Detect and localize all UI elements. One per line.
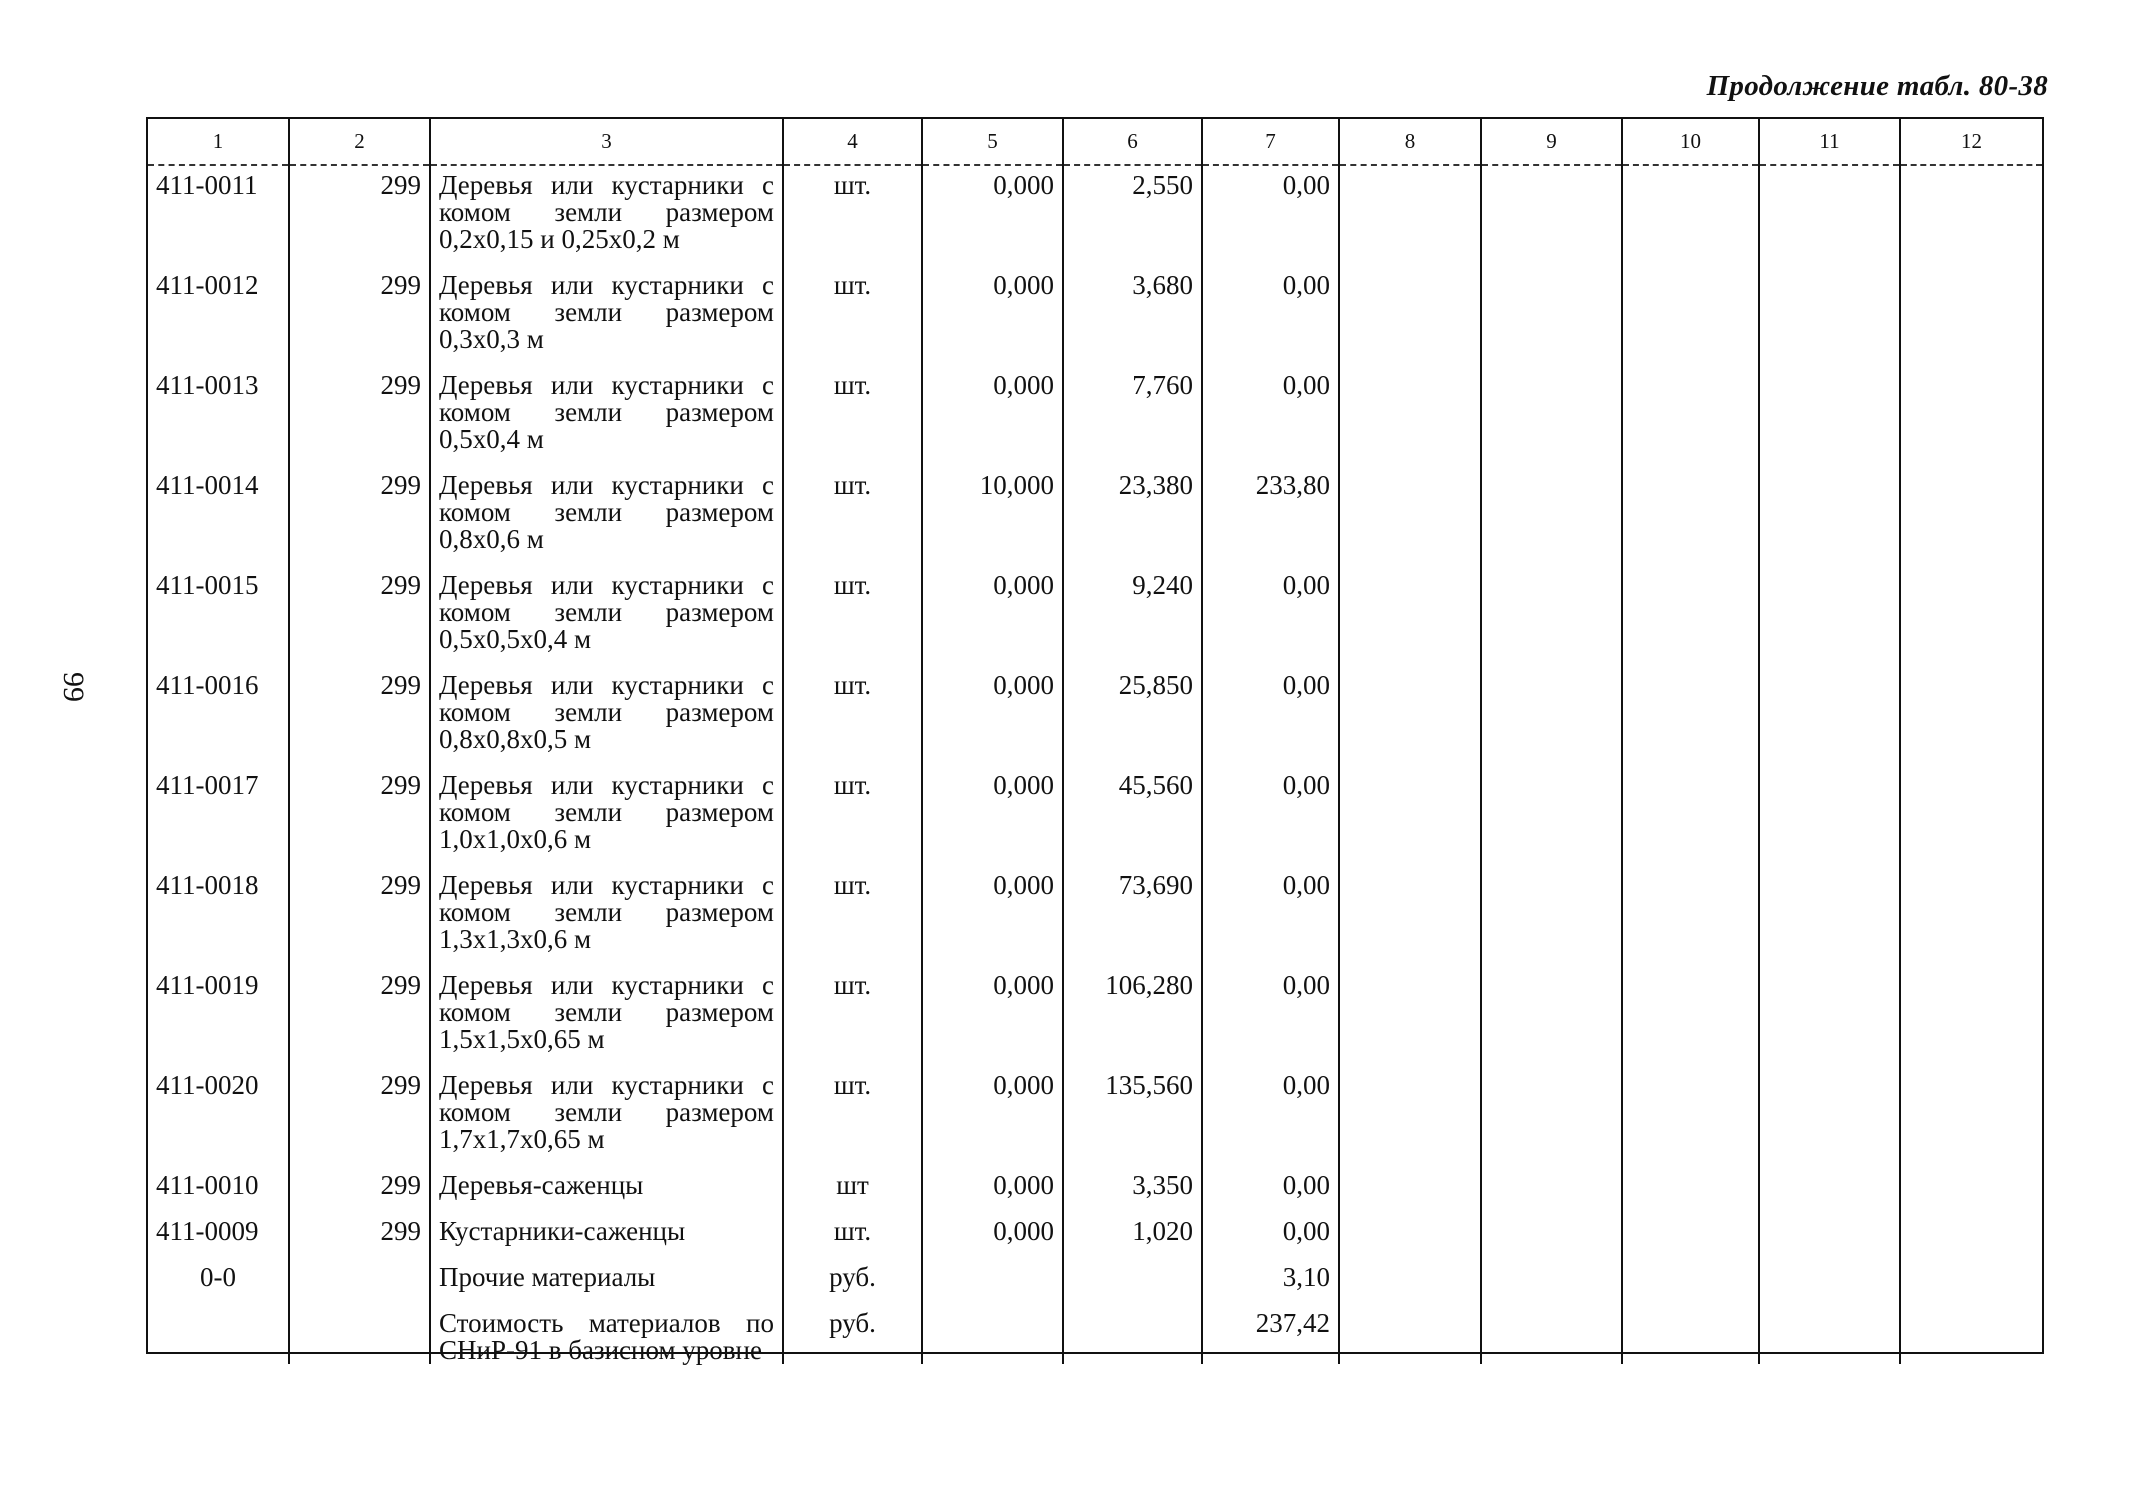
column-header: 11 xyxy=(1759,119,1900,165)
empty-cell xyxy=(1622,1258,1759,1304)
table-row xyxy=(148,1166,2042,1212)
empty-cell xyxy=(1481,466,1622,566)
table-row xyxy=(148,466,2042,566)
unit-cell: шт. xyxy=(783,666,922,766)
price-cell: 1,020 xyxy=(1063,1212,1202,1258)
empty-cell xyxy=(1759,1166,1900,1212)
empty-cell xyxy=(1339,366,1481,466)
empty-cell xyxy=(1622,1166,1759,1212)
column-header: 2 xyxy=(289,119,430,165)
cost-cell: 3,10 xyxy=(1202,1258,1339,1304)
unit-cell: шт. xyxy=(783,366,922,466)
empty-cell xyxy=(1481,1066,1622,1166)
cost-cell: 0,00 xyxy=(1202,766,1339,866)
description-cell: Деревья или кустарники с комом земли размером 0,8x0,8x0,5 м xyxy=(430,666,783,766)
table-row xyxy=(148,666,2042,766)
empty-cell xyxy=(1481,1258,1622,1304)
empty-cell xyxy=(1900,266,2042,366)
empty-cell xyxy=(1900,165,2042,266)
column-header: 7 xyxy=(1202,119,1339,165)
cost-cell: 0,00 xyxy=(1202,366,1339,466)
cost-cell: 0,00 xyxy=(1202,566,1339,666)
unit-cell: руб. xyxy=(783,1258,922,1304)
resource-code-cell: 411-0012 xyxy=(148,266,289,366)
table-row xyxy=(148,1304,2042,1364)
unit-cell: шт. xyxy=(783,1066,922,1166)
empty-cell xyxy=(1759,165,1900,266)
quantity-cell: 0,000 xyxy=(922,766,1063,866)
empty-cell xyxy=(1481,1166,1622,1212)
column-header: 4 xyxy=(783,119,922,165)
resource-code-cell: 411-0015 xyxy=(148,566,289,666)
empty-cell xyxy=(1900,1066,2042,1166)
materials-table xyxy=(146,117,2044,1365)
resource-code-cell: 411-0014 xyxy=(148,466,289,566)
empty-cell xyxy=(1622,1304,1759,1364)
empty-cell xyxy=(1481,165,1622,266)
description-cell: Деревья или кустарники с комом земли размером 0,8x0,6 м xyxy=(430,466,783,566)
quantity-cell: 0,000 xyxy=(922,566,1063,666)
resource-code-cell xyxy=(148,1304,289,1364)
quantity-cell xyxy=(922,1304,1063,1364)
resource-code-cell: 411-0016 xyxy=(148,666,289,766)
empty-cell xyxy=(1759,966,1900,1066)
empty-cell xyxy=(1622,566,1759,666)
empty-cell xyxy=(1900,866,2042,966)
description-cell: Деревья или кустарники с комом земли размером 0,2x0,15 и 0,25x0,2 м xyxy=(430,165,783,266)
empty-cell xyxy=(1759,366,1900,466)
empty-cell xyxy=(1481,566,1622,666)
empty-cell xyxy=(1759,866,1900,966)
quantity-cell: 0,000 xyxy=(922,266,1063,366)
empty-cell xyxy=(1622,666,1759,766)
price-cell: 3,350 xyxy=(1063,1166,1202,1212)
empty-cell xyxy=(1339,165,1481,266)
description-cell: Деревья или кустарники с комом земли размером 1,0x1,0x0,6 м xyxy=(430,766,783,866)
unit-cell: шт xyxy=(783,1166,922,1212)
empty-cell xyxy=(1759,666,1900,766)
table-row xyxy=(148,766,2042,866)
quantity-cell: 0,000 xyxy=(922,1066,1063,1166)
empty-cell xyxy=(1481,266,1622,366)
empty-cell xyxy=(1481,966,1622,1066)
column-header: 3 xyxy=(430,119,783,165)
empty-cell xyxy=(1900,566,2042,666)
cost-cell: 0,00 xyxy=(1202,165,1339,266)
price-cell: 2,550 xyxy=(1063,165,1202,266)
table-row xyxy=(148,1066,2042,1166)
empty-cell xyxy=(1759,1304,1900,1364)
quantity-cell: 0,000 xyxy=(922,666,1063,766)
empty-cell xyxy=(1481,766,1622,866)
table-caption: Продолжение табл. 80-38 xyxy=(1706,70,2048,102)
price-cell: 73,690 xyxy=(1063,866,1202,966)
empty-cell xyxy=(1900,466,2042,566)
description-cell: Деревья или кустарники с комом земли размером 1,3x1,3x0,6 м xyxy=(430,866,783,966)
column-header: 5 xyxy=(922,119,1063,165)
description-cell: Деревья или кустарники с комом земли размером 0,5x0,5x0,4 м xyxy=(430,566,783,666)
unit-cell: шт. xyxy=(783,766,922,866)
cost-cell: 237,42 xyxy=(1202,1304,1339,1364)
empty-cell xyxy=(1339,466,1481,566)
empty-cell xyxy=(1622,366,1759,466)
description-cell: Деревья или кустарники с комом земли размером 0,5x0,4 м xyxy=(430,366,783,466)
price-cell: 45,560 xyxy=(1063,766,1202,866)
unit-cell: шт. xyxy=(783,866,922,966)
table-row xyxy=(148,165,2042,266)
empty-cell xyxy=(1622,966,1759,1066)
description-cell: Деревья-саженцы xyxy=(430,1166,783,1212)
cost-cell: 0,00 xyxy=(1202,1166,1339,1212)
empty-cell xyxy=(1481,366,1622,466)
empty-cell xyxy=(1759,1212,1900,1258)
cost-cell: 233,80 xyxy=(1202,466,1339,566)
code-cell: 299 xyxy=(289,266,430,366)
code-cell: 299 xyxy=(289,466,430,566)
code-cell xyxy=(289,1258,430,1304)
unit-cell: шт. xyxy=(783,266,922,366)
quantity-cell xyxy=(922,1258,1063,1304)
price-cell: 3,680 xyxy=(1063,266,1202,366)
table-row xyxy=(148,966,2042,1066)
empty-cell xyxy=(1900,366,2042,466)
empty-cell xyxy=(1481,1304,1622,1364)
empty-cell xyxy=(1622,1066,1759,1166)
description-cell: Деревья или кустарники с комом земли размером 1,5x1,5x0,65 м xyxy=(430,966,783,1066)
column-header: 9 xyxy=(1481,119,1622,165)
empty-cell xyxy=(1339,1258,1481,1304)
resource-code-cell: 411-0018 xyxy=(148,866,289,966)
table-row xyxy=(148,866,2042,966)
resource-code-cell: 411-0011 xyxy=(148,165,289,266)
empty-cell xyxy=(1339,266,1481,366)
resource-code-cell: 411-0017 xyxy=(148,766,289,866)
code-cell: 299 xyxy=(289,766,430,866)
description-cell: Деревья или кустарники с комом земли размером 0,3x0,3 м xyxy=(430,266,783,366)
quantity-cell: 0,000 xyxy=(922,866,1063,966)
empty-cell xyxy=(1900,1258,2042,1304)
cost-cell: 0,00 xyxy=(1202,966,1339,1066)
unit-cell: руб. xyxy=(783,1304,922,1364)
empty-cell xyxy=(1339,666,1481,766)
table-row xyxy=(148,266,2042,366)
quantity-cell: 0,000 xyxy=(922,1212,1063,1258)
code-cell: 299 xyxy=(289,1066,430,1166)
cost-cell: 0,00 xyxy=(1202,666,1339,766)
table-row xyxy=(148,1258,2042,1304)
column-header: 10 xyxy=(1622,119,1759,165)
code-cell: 299 xyxy=(289,566,430,666)
empty-cell xyxy=(1622,766,1759,866)
unit-cell: шт. xyxy=(783,566,922,666)
empty-cell xyxy=(1339,1212,1481,1258)
empty-cell xyxy=(1622,266,1759,366)
cost-cell: 0,00 xyxy=(1202,1066,1339,1166)
column-header: 8 xyxy=(1339,119,1481,165)
table-row xyxy=(148,1212,2042,1258)
price-cell: 7,760 xyxy=(1063,366,1202,466)
empty-cell xyxy=(1339,866,1481,966)
empty-cell xyxy=(1622,1212,1759,1258)
column-header: 6 xyxy=(1063,119,1202,165)
page-number: 99 xyxy=(57,672,90,702)
empty-cell xyxy=(1900,666,2042,766)
resource-code-cell: 411-0009 xyxy=(148,1212,289,1258)
empty-cell xyxy=(1759,766,1900,866)
price-cell xyxy=(1063,1258,1202,1304)
price-cell: 23,380 xyxy=(1063,466,1202,566)
cost-cell: 0,00 xyxy=(1202,866,1339,966)
code-cell: 299 xyxy=(289,366,430,466)
empty-cell xyxy=(1759,1258,1900,1304)
quantity-cell: 0,000 xyxy=(922,1166,1063,1212)
empty-cell xyxy=(1622,466,1759,566)
empty-cell xyxy=(1339,1066,1481,1166)
cost-cell: 0,00 xyxy=(1202,266,1339,366)
code-cell: 299 xyxy=(289,1166,430,1212)
table-row xyxy=(148,366,2042,466)
empty-cell xyxy=(1622,866,1759,966)
quantity-cell: 0,000 xyxy=(922,966,1063,1066)
code-cell: 299 xyxy=(289,966,430,1066)
empty-cell xyxy=(1900,766,2042,866)
price-cell xyxy=(1063,1304,1202,1364)
description-cell: Кустарники-саженцы xyxy=(430,1212,783,1258)
empty-cell xyxy=(1481,1212,1622,1258)
header-row xyxy=(148,119,2042,165)
resource-code-cell: 411-0019 xyxy=(148,966,289,1066)
description-cell: Стоимость материалов по СНиР-91 в базисном уровне xyxy=(430,1304,783,1364)
empty-cell xyxy=(1339,966,1481,1066)
empty-cell xyxy=(1759,566,1900,666)
resource-code-cell: 411-0013 xyxy=(148,366,289,466)
price-cell: 25,850 xyxy=(1063,666,1202,766)
description-cell: Деревья или кустарники с комом земли размером 1,7x1,7x0,65 м xyxy=(430,1066,783,1166)
empty-cell xyxy=(1622,165,1759,266)
unit-cell: шт. xyxy=(783,165,922,266)
empty-cell xyxy=(1481,666,1622,766)
empty-cell xyxy=(1339,1166,1481,1212)
unit-cell: шт. xyxy=(783,1212,922,1258)
price-cell: 135,560 xyxy=(1063,1066,1202,1166)
price-cell: 106,280 xyxy=(1063,966,1202,1066)
table-row xyxy=(148,566,2042,666)
empty-cell xyxy=(1481,866,1622,966)
empty-cell xyxy=(1900,1166,2042,1212)
quantity-cell: 10,000 xyxy=(922,466,1063,566)
empty-cell xyxy=(1759,266,1900,366)
description-cell: Прочие материалы xyxy=(430,1258,783,1304)
empty-cell xyxy=(1339,1304,1481,1364)
quantity-cell: 0,000 xyxy=(922,366,1063,466)
column-header: 1 xyxy=(148,119,289,165)
price-cell: 9,240 xyxy=(1063,566,1202,666)
code-cell: 299 xyxy=(289,866,430,966)
resource-code-cell: 411-0020 xyxy=(148,1066,289,1166)
unit-cell: шт. xyxy=(783,466,922,566)
resource-code-cell: 0-0 xyxy=(148,1258,289,1304)
empty-cell xyxy=(1900,966,2042,1066)
empty-cell xyxy=(1900,1212,2042,1258)
empty-cell xyxy=(1900,1304,2042,1364)
resource-code-cell: 411-0010 xyxy=(148,1166,289,1212)
empty-cell xyxy=(1339,766,1481,866)
code-cell: 299 xyxy=(289,1212,430,1258)
empty-cell xyxy=(1759,1066,1900,1166)
cost-cell: 0,00 xyxy=(1202,1212,1339,1258)
code-cell xyxy=(289,1304,430,1364)
code-cell: 299 xyxy=(289,666,430,766)
quantity-cell: 0,000 xyxy=(922,165,1063,266)
column-header: 12 xyxy=(1900,119,2042,165)
empty-cell xyxy=(1339,566,1481,666)
empty-cell xyxy=(1759,466,1900,566)
code-cell: 299 xyxy=(289,165,430,266)
unit-cell: шт. xyxy=(783,966,922,1066)
